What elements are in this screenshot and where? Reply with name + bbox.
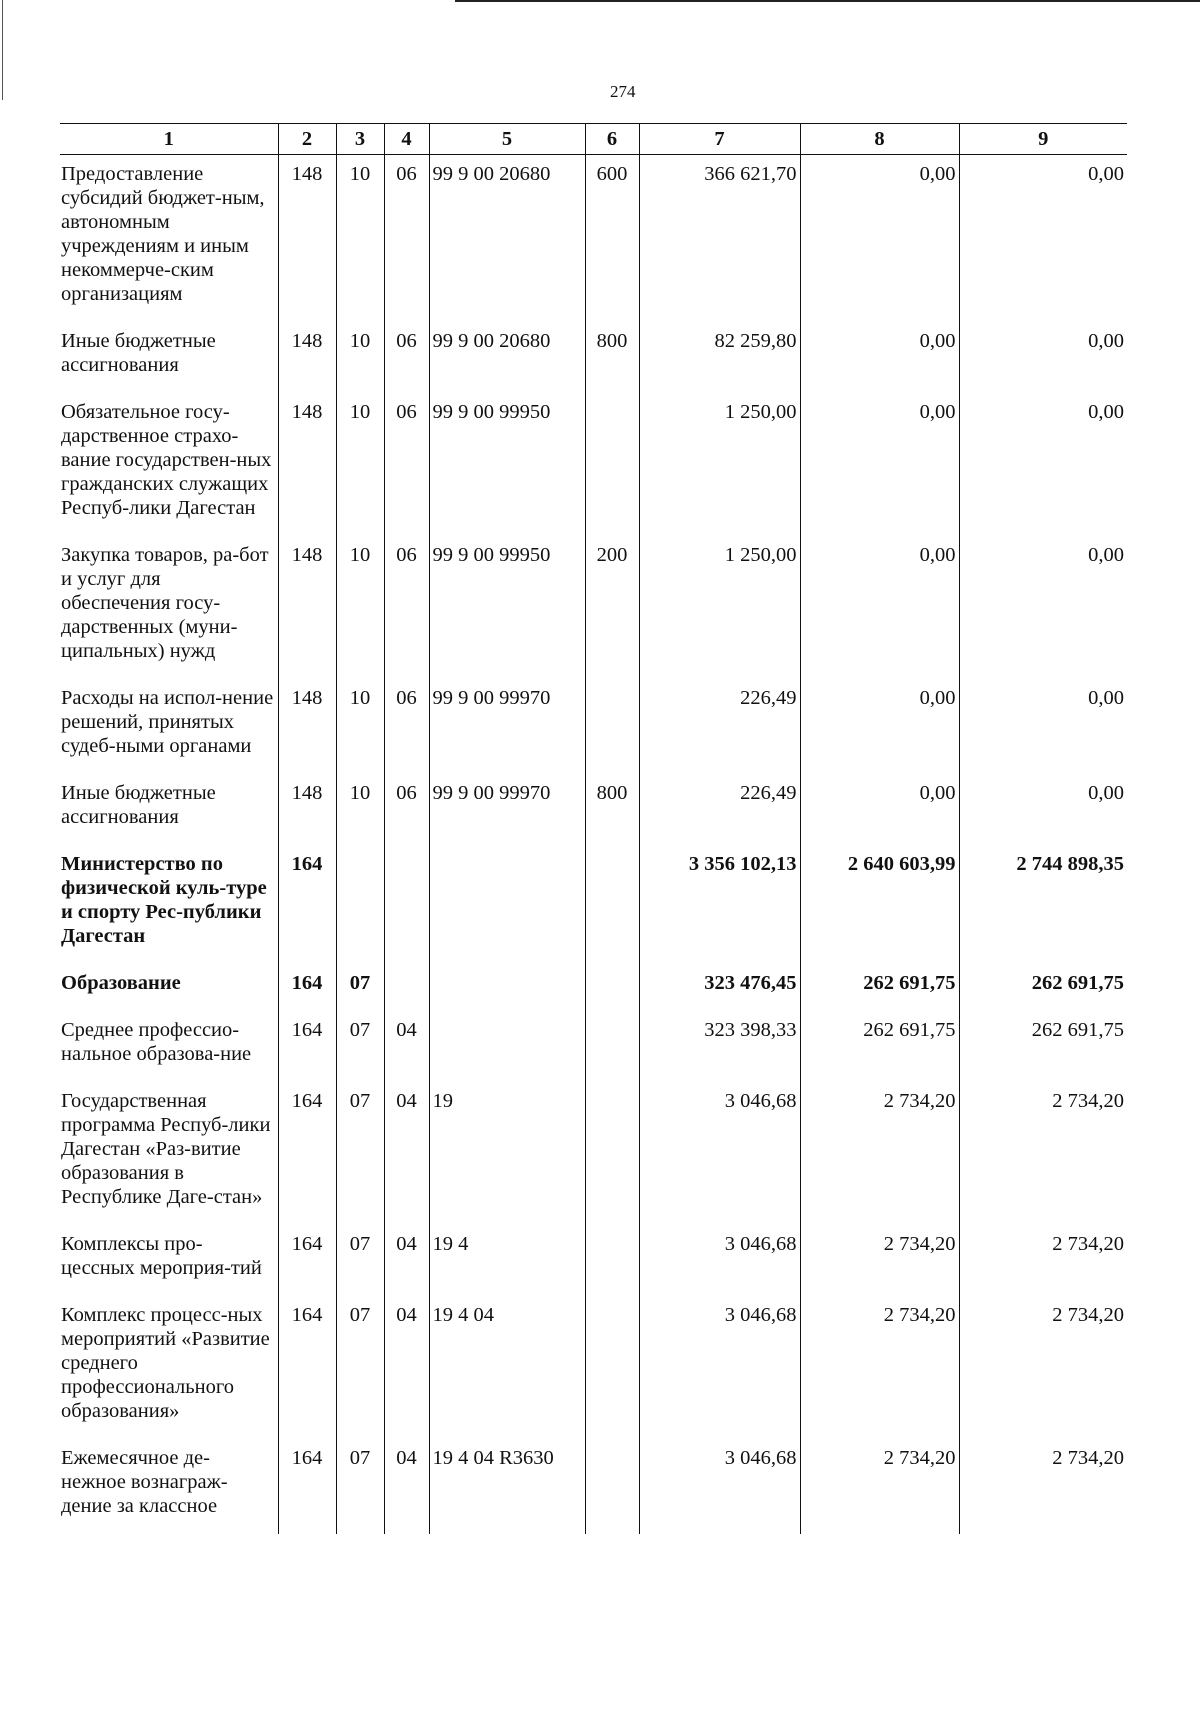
cell-amount-col-9: 0,00 <box>959 155 1127 323</box>
cell-amount-col-8: 262 691,75 <box>800 964 959 1011</box>
table-row <box>60 1011 1127 1082</box>
cell-target-article <box>429 1011 585 1082</box>
table-row <box>60 1296 1127 1439</box>
table-row <box>60 964 1127 1011</box>
cell-amount-col-7: 3 046,68 <box>639 1225 800 1296</box>
cell-expense-type: 800 <box>585 774 639 845</box>
table-row <box>60 1225 1127 1296</box>
cell-amount-col-9: 2 734,20 <box>959 1296 1127 1439</box>
cell-target-article: 99 9 00 20680 <box>429 322 585 393</box>
header-col-7: 7 <box>639 124 800 155</box>
table-row <box>60 1082 1127 1225</box>
cell-amount-col-9: 262 691,75 <box>959 1011 1127 1082</box>
cell-expense-type <box>585 679 639 774</box>
cell-target-article: 99 9 00 99950 <box>429 393 585 536</box>
header-col-5: 5 <box>429 124 585 155</box>
cell-section: 10 <box>336 322 384 393</box>
table-row <box>60 845 1127 964</box>
cell-section: 07 <box>336 964 384 1011</box>
cell-amount-col-8: 0,00 <box>800 322 959 393</box>
cell-subsection: 06 <box>384 322 429 393</box>
table-row <box>60 536 1127 679</box>
cell-amount-col-8: 0,00 <box>800 155 959 323</box>
cell-amount-col-7: 323 476,45 <box>639 964 800 1011</box>
cell-subsection: 04 <box>384 1082 429 1225</box>
cell-subsection: 06 <box>384 393 429 536</box>
cell-target-article: 99 9 00 99950 <box>429 536 585 679</box>
cell-section: 10 <box>336 393 384 536</box>
cell-ministry-code: 164 <box>278 964 336 1011</box>
cell-ministry-code: 164 <box>278 1011 336 1082</box>
table-header <box>60 124 1127 155</box>
cell-amount-col-9: 262 691,75 <box>959 964 1127 1011</box>
cell-amount-col-8: 0,00 <box>800 393 959 536</box>
cell-amount-col-7: 226,49 <box>639 679 800 774</box>
cell-target-article: 19 4 04 <box>429 1296 585 1439</box>
cell-name: Обязательное госу-дарственное страхо-вание государствен-ных гражданских служащих Респуб-лики Дагестан <box>61 401 272 519</box>
cell-name: Образование <box>61 972 181 994</box>
cell-ministry-code: 148 <box>278 679 336 774</box>
cell-amount-col-7: 226,49 <box>639 774 800 845</box>
cell-amount-col-8: 262 691,75 <box>800 1011 959 1082</box>
cell-expense-type <box>585 845 639 964</box>
cell-amount-col-7: 82 259,80 <box>639 322 800 393</box>
cell-ministry-code: 164 <box>278 1082 336 1225</box>
cell-section: 10 <box>336 155 384 323</box>
top-border-line <box>455 0 1200 2</box>
cell-amount-col-8: 2 734,20 <box>800 1296 959 1439</box>
cell-amount-col-8: 0,00 <box>800 774 959 845</box>
table-row <box>60 774 1127 845</box>
cell-subsection: 04 <box>384 1439 429 1534</box>
cell-name: Предоставление субсидий бюджет-ным, автономным учреждениям и иным некоммерче-ским организациям <box>61 163 265 305</box>
cell-amount-col-7: 3 356 102,13 <box>639 845 800 964</box>
cell-subsection: 04 <box>384 1011 429 1082</box>
cell-section: 07 <box>336 1082 384 1225</box>
cell-expense-type <box>585 964 639 1011</box>
cell-section <box>336 845 384 964</box>
cell-section: 07 <box>336 1225 384 1296</box>
cell-section: 10 <box>336 536 384 679</box>
table-body <box>60 155 1127 1535</box>
cell-subsection: 06 <box>384 536 429 679</box>
cell-amount-col-7: 366 621,70 <box>639 155 800 323</box>
header-col-6: 6 <box>585 124 639 155</box>
cell-expense-type: 800 <box>585 322 639 393</box>
cell-subsection <box>384 845 429 964</box>
cell-target-article <box>429 964 585 1011</box>
cell-target-article: 99 9 00 20680 <box>429 155 585 323</box>
cell-section: 10 <box>336 774 384 845</box>
cell-target-article: 19 <box>429 1082 585 1225</box>
cell-amount-col-8: 0,00 <box>800 679 959 774</box>
cell-subsection: 06 <box>384 155 429 323</box>
cell-amount-col-9: 2 744 898,35 <box>959 845 1127 964</box>
cell-name: Среднее профессио-нальное образова-ние <box>61 1019 252 1065</box>
header-col-2: 2 <box>278 124 336 155</box>
cell-target-article: 19 4 <box>429 1225 585 1296</box>
cell-amount-col-7: 3 046,68 <box>639 1439 800 1534</box>
cell-name: Ежемесячное де-нежное вознаграж-дение за классное <box>61 1447 228 1517</box>
cell-subsection: 06 <box>384 679 429 774</box>
header-col-4: 4 <box>384 124 429 155</box>
header-col-8: 8 <box>800 124 959 155</box>
cell-ministry-code: 164 <box>278 1296 336 1439</box>
cell-subsection <box>384 964 429 1011</box>
cell-amount-col-9: 0,00 <box>959 774 1127 845</box>
cell-amount-col-9: 0,00 <box>959 393 1127 536</box>
table-row <box>60 1439 1127 1534</box>
cell-name: Иные бюджетные ассигнования <box>61 330 216 376</box>
cell-expense-type: 600 <box>585 155 639 323</box>
cell-amount-col-9: 0,00 <box>959 322 1127 393</box>
cell-section: 10 <box>336 679 384 774</box>
cell-expense-type <box>585 1082 639 1225</box>
cell-amount-col-9: 0,00 <box>959 679 1127 774</box>
cell-target-article: 19 4 04 R3630 <box>429 1439 585 1534</box>
cell-section: 07 <box>336 1296 384 1439</box>
budget-table <box>60 123 1127 1534</box>
cell-amount-col-9: 2 734,20 <box>959 1225 1127 1296</box>
cell-expense-type <box>585 1296 639 1439</box>
header-col-1: 1 <box>60 124 278 155</box>
cell-amount-col-9: 0,00 <box>959 536 1127 679</box>
left-scan-edge <box>2 0 3 100</box>
cell-ministry-code: 148 <box>278 393 336 536</box>
header-col-3: 3 <box>336 124 384 155</box>
header-row <box>60 124 1127 155</box>
table-row <box>60 155 1127 323</box>
cell-target-article <box>429 845 585 964</box>
cell-amount-col-7: 1 250,00 <box>639 536 800 679</box>
cell-amount-col-8: 2 734,20 <box>800 1082 959 1225</box>
cell-amount-col-8: 2 640 603,99 <box>800 845 959 964</box>
page-number: 274 <box>610 82 636 101</box>
cell-subsection: 06 <box>384 774 429 845</box>
table-row <box>60 322 1127 393</box>
cell-ministry-code: 164 <box>278 1225 336 1296</box>
cell-amount-col-9: 2 734,20 <box>959 1439 1127 1534</box>
cell-ministry-code: 164 <box>278 1439 336 1534</box>
cell-expense-type <box>585 393 639 536</box>
table-row <box>60 393 1127 536</box>
cell-ministry-code: 164 <box>278 845 336 964</box>
cell-expense-type <box>585 1011 639 1082</box>
cell-amount-col-7: 3 046,68 <box>639 1082 800 1225</box>
cell-amount-col-9: 2 734,20 <box>959 1082 1127 1225</box>
table-row <box>60 679 1127 774</box>
cell-name: Комплексы про-цессных мероприя-тий <box>61 1233 262 1279</box>
cell-ministry-code: 148 <box>278 322 336 393</box>
cell-name: Расходы на испол-нение решений, принятых судеб-ными органами <box>61 687 274 757</box>
cell-name: Комплекс процесс-ных мероприятий «Развитие среднего профессионального образования» <box>61 1304 270 1422</box>
cell-name: Иные бюджетные ассигнования <box>61 782 216 828</box>
cell-amount-col-7: 1 250,00 <box>639 393 800 536</box>
cell-amount-col-8: 2 734,20 <box>800 1225 959 1296</box>
cell-amount-col-8: 2 734,20 <box>800 1439 959 1534</box>
cell-section: 07 <box>336 1439 384 1534</box>
cell-target-article: 99 9 00 99970 <box>429 679 585 774</box>
cell-expense-type <box>585 1225 639 1296</box>
header-col-9: 9 <box>959 124 1127 155</box>
cell-section: 07 <box>336 1011 384 1082</box>
cell-ministry-code: 148 <box>278 536 336 679</box>
cell-amount-col-8: 0,00 <box>800 536 959 679</box>
cell-name: Государственная программа Респуб-лики Дагестан «Раз-витие образования в Республике Даге-стан» <box>61 1090 271 1208</box>
cell-subsection: 04 <box>384 1225 429 1296</box>
cell-amount-col-7: 323 398,33 <box>639 1011 800 1082</box>
cell-expense-type: 200 <box>585 536 639 679</box>
cell-name: Закупка товаров, ра-бот и услуг для обеспечения госу-дарственных (муни-ципальных) нужд <box>61 544 269 662</box>
cell-target-article: 99 9 00 99970 <box>429 774 585 845</box>
cell-name: Министерство по физической куль-туре и спорту Рес-публики Дагестан <box>61 853 267 947</box>
cell-ministry-code: 148 <box>278 155 336 323</box>
cell-amount-col-7: 3 046,68 <box>639 1296 800 1439</box>
cell-subsection: 04 <box>384 1296 429 1439</box>
cell-expense-type <box>585 1439 639 1534</box>
cell-ministry-code: 148 <box>278 774 336 845</box>
